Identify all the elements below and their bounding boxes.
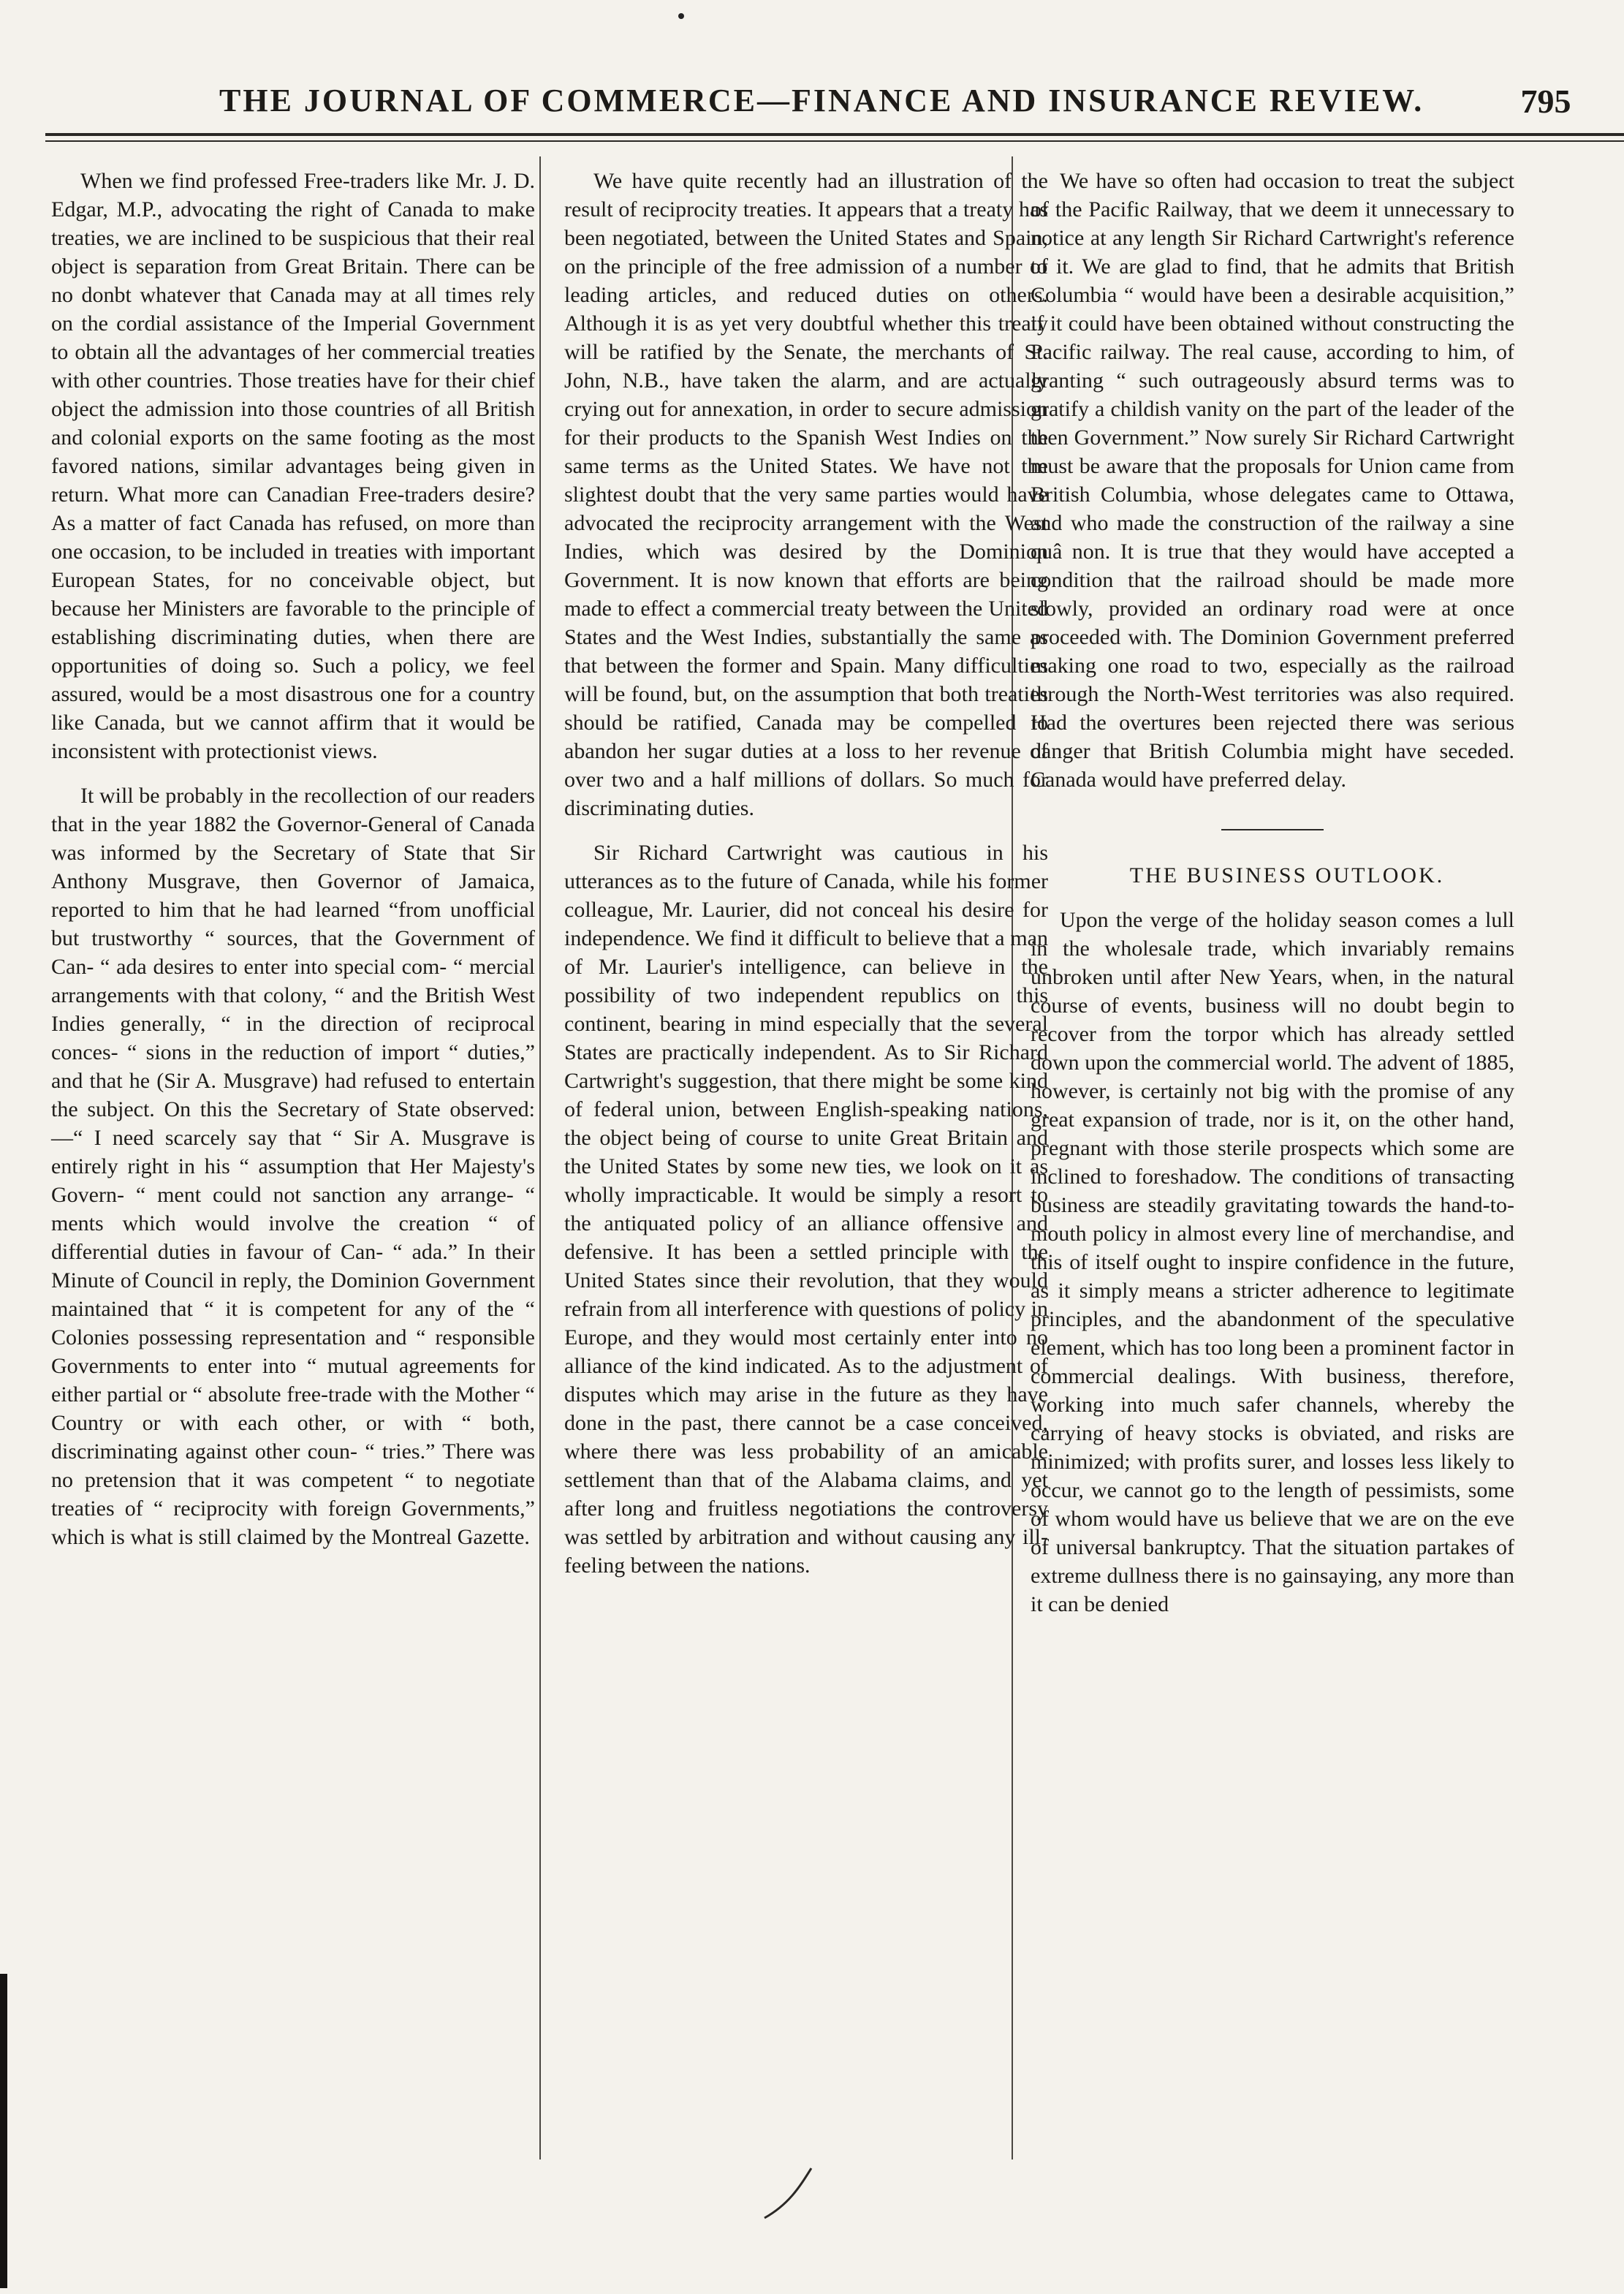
paragraph-cartwright-future: Sir Richard Cartwright was cautious in his utterances as to the future of Canada, while his former colleague, Mr. Laurier, did not conceal his desire for independence. We find it difficult to believe that a man of Mr. Laurier's intelligence, can believe in the possibility of two independent republics on this continent, bearing in mind especially that the several States are practically independent. As to Sir Richard Cartwright's suggestion, that there might be some kind of federal union, between English-speaking nations, the object being of course to unite Great Britain and the United States by some new ties, we look on it as wholly impracticable. It would be simply a resort to the antiquated policy of an alliance offensive and defensive. It has been a settled principle with the United States since their revolution, that they would refrain from all interference with questions of policy in Europe, and they would most certainly enter into no alliance of the kind indicated. As to the adjustment of disputes which may arise in the future as they have done in the past, there cannot be a case conceived, where there was less probability of an amicable settlement than that of the Alabama claims, and yet after long and fruitless negotiations the controversy was settled by arbitration and without causing any ill-feeling between the nations. bbox=[564, 841, 1048, 1578]
scan-edge-shadow bbox=[0, 1974, 7, 2288]
section-separator bbox=[1221, 829, 1324, 830]
section-heading-business-outlook: THE BUSINESS OUTLOOK. bbox=[1129, 863, 1445, 887]
paragraph-business-outlook: Upon the verge of the holiday season comes a lull in the wholesale trade, which invariably remains unbroken until after New Years, when, in the natural course of events, business will no doubt begin to recover from the torpor which has already settled down upon the commercial world. The advent of 1885, however, is certainly not big with the promise of any great expansion of trade, nor is it, on the other hand, pregnant with those sterile prospects which some are inclined to foreshadow. The conditions of transacting business are steadily gravitating towards the hand-to-mouth policy in almost every line of merchandise, and this of itself ought to inspire confidence in the future, as it simply means a stricter adherence to legitimate principles, and the abandonment of the speculative element, which has too long been a prominent factor in commercial dealings. With business, therefore, working into much safer channels, whereby the carrying of heavy stocks is obviated, and risks are minimized; with profits surer, and losses less likely to occur, we cannot go to the length of pessimists, some of whom would have us believe that we are on the eve of universal bankruptcy. That the situation partakes of extreme dullness there is no gainsaying, any more than it can be denied bbox=[1031, 908, 1514, 1616]
header-rule-thick bbox=[45, 133, 1624, 136]
pen-stroke-mark bbox=[760, 2164, 819, 2222]
journal-title: THE JOURNAL OF COMMERCE—FINANCE AND INSURANCE REVIEW. bbox=[219, 83, 1424, 118]
article-column-2 bbox=[564, 167, 1048, 1596]
article-column-1 bbox=[51, 167, 535, 1567]
header-rule-thin bbox=[45, 140, 1624, 142]
column-divider-left bbox=[539, 156, 541, 2159]
page-number: 795 bbox=[1520, 83, 1571, 120]
ink-dot bbox=[678, 13, 684, 19]
paragraph-musgrave: It will be probably in the recollection of our readers that in the year 1882 the Governor-General of Canada was informed by the Secretary of State that Sir Anthony Musgrave, then Governor of Jamaica, reported to him that he had learned “from unofficial but trustworthy “ sources, that the Government of Can- “ ada desires to enter into special com- “ mercial arrangements with that colony, “ and the British West Indies generally, “ in the direction of reciprocal conces- “ sions in the reduction of import “ duties,” and that he (Sir A. Musgrave) had refused to entertain the subject. On this the Secretary of State observed:—“ I need scarcely say that “ Sir A. Musgrave is entirely right in his “ assumption that Her Majesty's Govern- “ ment could not sanction any arrange- “ ments which would involve the creation “ of differential duties in favour of Can- “ ada.” In their Minute of Council in reply, the Dominion Government maintained that “ it is competent for any of the “ Colonies possessing representation and “ responsible Governments to enter into “ mutual agreements for either partial or “ absolute free-trade with the Mother “ Country or with each other, or with “ both, discriminating against other coun- “ tries.” There was no pretension that it was competent “ to negotiate treaties of “ reciprocity with foreign Governments,” which is what is still claimed by the Montreal Gazette. bbox=[51, 784, 535, 1549]
paragraph-pacific-railway: We have so often had occasion to treat the subject of the Pacific Railway, that we deem it unnecessary to notice at any length Sir Richard Cartwright's reference to it. We are glad to find, that he admits that British Columbia “ would have been a desirable acquisition,” if it could have been obtained without constructing the Pacific railway. The real cause, according to him, of granting “ such outrageously absurd terms was to gratify a childish vanity on the part of the leader of the then Government.” Now surely Sir Richard Cartwright must be aware that the proposals for Union came from British Columbia, whose delegates came to Ottawa, and who made the construction of the railway a sine quâ non. It is true that they would have accepted a condition that the railroad should be made more slowly, provided an ordinary road were at once proceeded with. The Dominion Government preferred making one road to two, especially as the railroad through the North-West territories was also required. Had the overtures been rejected there was serious danger that British Columbia might have seceded. Canada would have preferred delay. bbox=[1031, 169, 1514, 792]
article-column-3 bbox=[1031, 167, 1514, 1635]
paragraph-free-traders: When we find professed Free-traders like Mr. J. D. Edgar, M.P., advocating the right of Canada to make treaties, we are inclined to be suspicious that their real object is separation from Great Britain. There can be no donbt whatever that Canada may at all times rely on the cordial assistance of the Imperial Government to obtain all the advantages of her commercial treaties with other countries. Those treaties have for their chief object the admission into those countries of all British and colonial exports on the same footing as the most favored nations, similar advantages being given in return. What more can Canadian Free-traders desire? As a matter of fact Canada has refused, on more than one occasion, to be included in treaties with important European States, for no conceivable object, but because her Ministers are favorable to the principle of establishing discriminating duties, when there are opportunities of doing so. Such a policy, we feel assured, would be a most disastrous one for a country like Canada, but we cannot affirm that it would be inconsistent with protectionist views. bbox=[51, 169, 535, 763]
paragraph-reciprocity-treaties: We have quite recently had an illustration of the result of reciprocity treaties. It appears that a treaty has been negotiated, between the United States and Spain, on the principle of the free admission of a number of leading articles, and reduced duties on others. Although it is as yet very doubtful whether this treaty will be ratified by the Senate, the merchants of St. John, N.B., have taken the alarm, and are actually crying out for annexation, in order to secure admission for their products to the Spanish West Indies on the same terms as the United States. We have not the slightest doubt that the very same parties would have advocated the reciprocity arrangement with the West Indies, which was desired by the Dominion Government. It is now known that efforts are being made to effect a commercial treaty between the United States and the West Indies, substantially the same as that between the former and Spain. Many difficulties will be found, but, on the assumption that both treaties should be ratified, Canada may be compelled to abandon her sugar duties at a loss to her revenue of over two and a half millions of dollars. So much for discriminating duties. bbox=[564, 169, 1048, 820]
